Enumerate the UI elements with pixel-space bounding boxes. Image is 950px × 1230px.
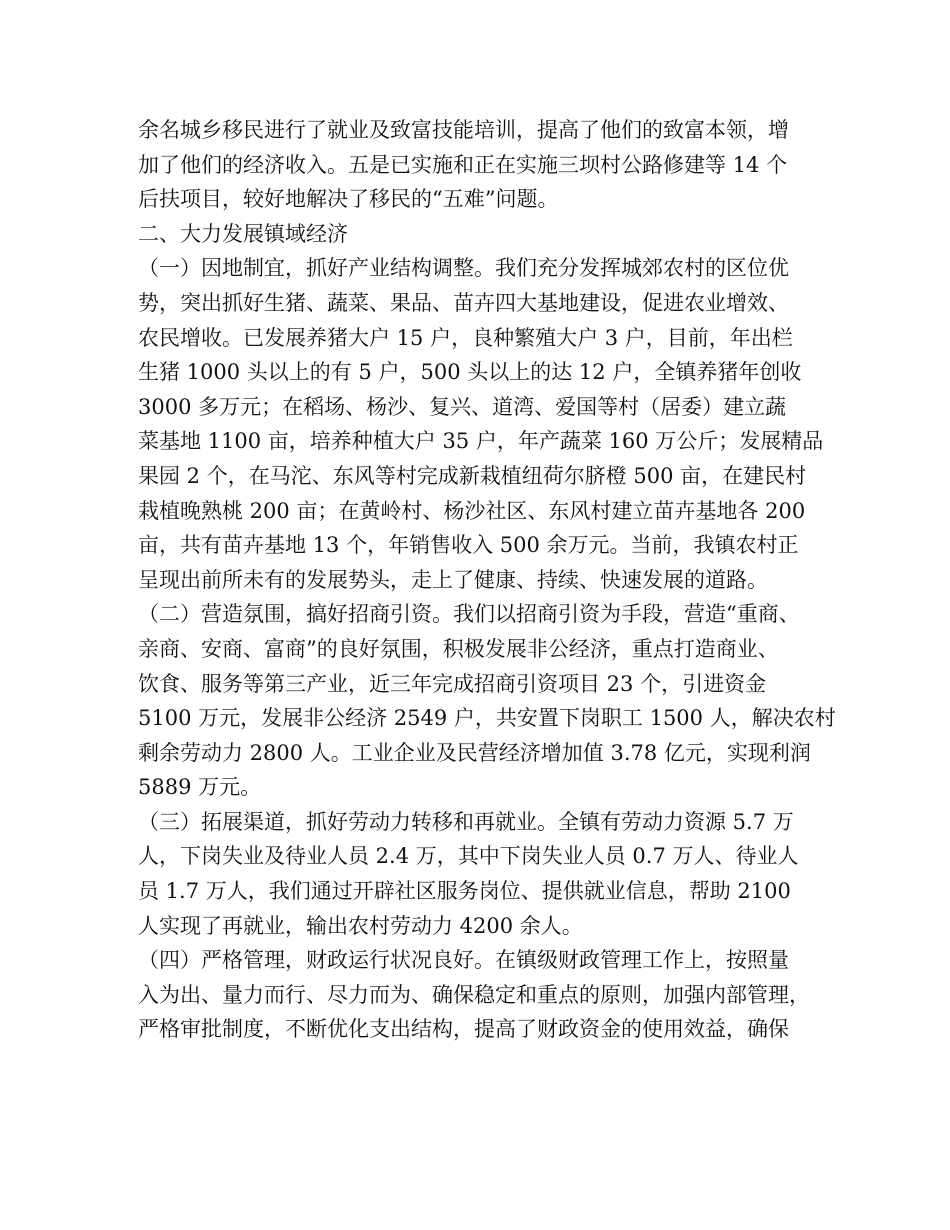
text-line: 入为出、量力而行、尽力而为、确保稳定和重点的原则，加强内部管理， — [138, 982, 810, 1007]
text-line: 后扶项目，较好地解决了移民的“五难”问题。 — [138, 187, 559, 212]
text-line: 果园 2 个，在马沱、东风等村完成新栽植纽荷尔脐橙 500 亩，在建民村 — [138, 463, 807, 488]
text-line: 人实现了再就业，输出农村劳动力 4200 余人。 — [138, 913, 583, 938]
text-line: 菜基地 1100 亩，培养种植大户 35 户，年产蔬菜 160 万公斤；发展精品 — [138, 429, 824, 454]
text-line: 势，突出抓好生猪、蔬菜、果品、苗卉四大基地建设，促进农业增效、 — [138, 290, 789, 315]
subsection-line: （二）营造氛围，搞好招商引资。我们以招商引资为手段，营造“重商、 — [138, 602, 800, 627]
subsection-line: （四）严格管理，财政运行状况良好。在镇级财政管理工作上，按照量 — [138, 948, 789, 973]
text-line: 5889 万元。 — [138, 775, 262, 800]
text-line: 余名城乡移民进行了就业及致富技能培训，提高了他们的致富本领，增 — [138, 118, 789, 142]
text-line: 亲商、安商、富商”的良好氛围，积极发展非公经济，重点打造商业、 — [138, 636, 779, 661]
text-line: 栽植晚熟桃 200 亩；在黄岭村、杨沙社区、东风村建立苗卉基地各 200 — [138, 498, 806, 523]
subsection-line: （三）拓展渠道，抓好劳动力转移和再就业。全镇有劳动力资源 5.7 万 — [138, 809, 794, 834]
text-line: 生猪 1000 头以上的有 5 户，500 头以上的达 12 户，全镇养猪年创收 — [138, 360, 802, 385]
text-line: 严格审批制度，不断优化支出结构，提高了财政资金的使用效益，确保 — [138, 1017, 789, 1042]
text-line: 亩，共有苗卉基地 13 个，年销售收入 500 余万元。当前，我镇农村正 — [138, 533, 799, 558]
document-body — [138, 113, 836, 1047]
subsection-line: （一）因地制宜，抓好产业结构调整。我们充分发挥城郊农村的区位优 — [138, 256, 789, 281]
text-line: 5100 万元，发展非公经济 2549 户，共安置下岗职工 1500 人，解决农村 — [138, 706, 836, 731]
text-line: 3000 多万元；在稻场、杨沙、复兴、道湾、爱国等村（居委）建立蔬 — [138, 394, 787, 419]
text-line: 呈现出前所未有的发展势头，走上了健康、持续、快速发展的道路。 — [138, 567, 768, 592]
text-line: 剩余劳动力 2800 人。工业企业及民营经济增加值 3.78 亿元，实现利润 — [138, 740, 811, 765]
text-line: 加了他们的经济收入。五是已实施和正在实施三坝村公路修建等 14 个 — [138, 152, 788, 177]
text-line: 农民增收。已发展养猪大户 15 户，良种繁殖大户 3 户，目前，年出栏 — [138, 325, 793, 350]
section-heading: 二、大力发展镇域经济 — [138, 221, 348, 246]
text-line: 人，下岗失业及待业人员 2.4 万，其中下岗失业人员 0.7 万人、待业人 — [138, 844, 799, 869]
text-line: 饮食、服务等第三产业，近三年完成招商引资项目 23 个，引进资金 — [138, 671, 767, 696]
text-line: 员 1.7 万人，我们通过开辟社区服务岗位、提供就业信息，帮助 2100 — [138, 879, 791, 904]
